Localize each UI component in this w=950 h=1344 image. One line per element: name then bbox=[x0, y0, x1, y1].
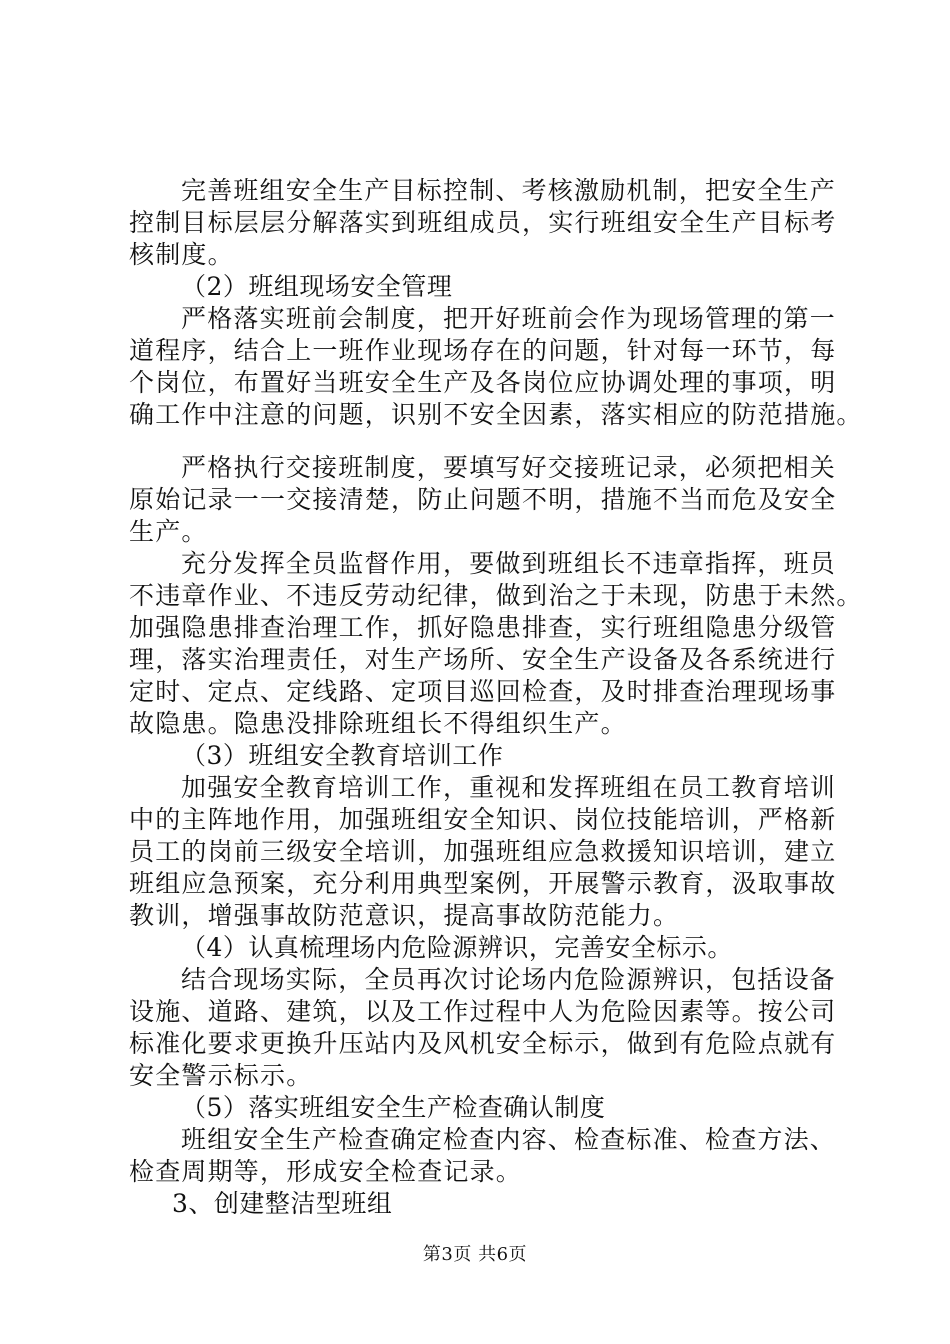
body-text-line: 充分发挥全员监督作用，要做到班组长不违章指挥，班员 bbox=[181, 549, 837, 578]
body-text-line: 检查周期等，形成安全检查记录。 bbox=[129, 1157, 523, 1186]
body-text-line: 员工的岗前三级安全培训，加强班组应急救援知识培训，建立 bbox=[129, 837, 837, 866]
body-text-line: 定时、定点、定线路、定项目巡回检查，及时排查治理现场事 bbox=[129, 677, 837, 706]
body-text-line: 理，落实治理责任，对生产场所、安全生产设备及各系统进行 bbox=[129, 645, 837, 674]
body-text-line: 中的主阵地作用，加强班组安全知识、岗位技能培训，严格新 bbox=[129, 805, 837, 834]
section-heading: （5）落实班组安全生产检查确认制度 bbox=[181, 1093, 606, 1122]
section-heading: （2）班组现场安全管理 bbox=[181, 272, 453, 301]
section-heading: 3、创建整洁型班组 bbox=[172, 1189, 393, 1218]
body-text-line: 控制目标层层分解落实到班组成员，实行班组安全生产目标考 bbox=[129, 208, 837, 237]
page-number-footer: 第3页 共6页 bbox=[422, 1244, 528, 1265]
section-heading: （4）认真梳理场内危险源辨识，完善安全标示。 bbox=[181, 933, 733, 962]
body-text-line: 生产。 bbox=[129, 517, 208, 546]
body-text-line: 个岗位，布置好当班安全生产及各岗位应协调处理的事项，明 bbox=[129, 368, 837, 397]
body-text-line: 加强安全教育培训工作，重视和发挥班组在员工教育培训 bbox=[181, 773, 837, 802]
body-text-line: 核制度。 bbox=[129, 240, 234, 269]
body-text-line: 结合现场实际，全员再次讨论场内危险源辨识，包括设备 bbox=[181, 965, 837, 994]
body-text-line: 完善班组安全生产目标控制、考核激励机制，把安全生产 bbox=[181, 176, 837, 205]
body-text-line: 道程序，结合上一班作业现场存在的问题，针对每一环节，每 bbox=[129, 336, 837, 365]
body-text-line: 不违章作业、不违反劳动纪律，做到治之于未现，防患于未然。 bbox=[129, 581, 863, 610]
body-text-line: 原始记录一一交接清楚，防止问题不明，措施不当而危及安全 bbox=[129, 485, 837, 514]
body-text-line: 严格执行交接班制度，要填写好交接班记录，必须把相关 bbox=[181, 453, 837, 482]
body-text-line: 班组安全生产检查确定检查内容、检查标准、检查方法、 bbox=[181, 1125, 837, 1154]
body-text-line: 加强隐患排查治理工作，抓好隐患排查，实行班组隐患分级管 bbox=[129, 613, 837, 642]
body-text-line: 教训，增强事故防范意识，提高事故防范能力。 bbox=[129, 901, 680, 930]
body-text-line: 标准化要求更换升压站内及风机安全标示，做到有危险点就有 bbox=[129, 1029, 837, 1058]
body-text-line: 安全警示标示。 bbox=[129, 1061, 313, 1090]
body-text-line: 班组应急预案，充分利用典型案例，开展警示教育，汲取事故 bbox=[129, 869, 837, 898]
body-text-line: 严格落实班前会制度，把开好班前会作为现场管理的第一 bbox=[181, 304, 837, 333]
body-text-line: 设施、道路、建筑，以及工作过程中人为危险因素等。按公司 bbox=[129, 997, 837, 1026]
body-text-line: 故隐患。隐患没排除班组长不得组织生产。 bbox=[129, 709, 627, 738]
body-text-line: 确工作中注意的问题，识别不安全因素，落实相应的防范措施。 bbox=[129, 400, 863, 429]
section-heading: （3）班组安全教育培训工作 bbox=[181, 741, 504, 770]
